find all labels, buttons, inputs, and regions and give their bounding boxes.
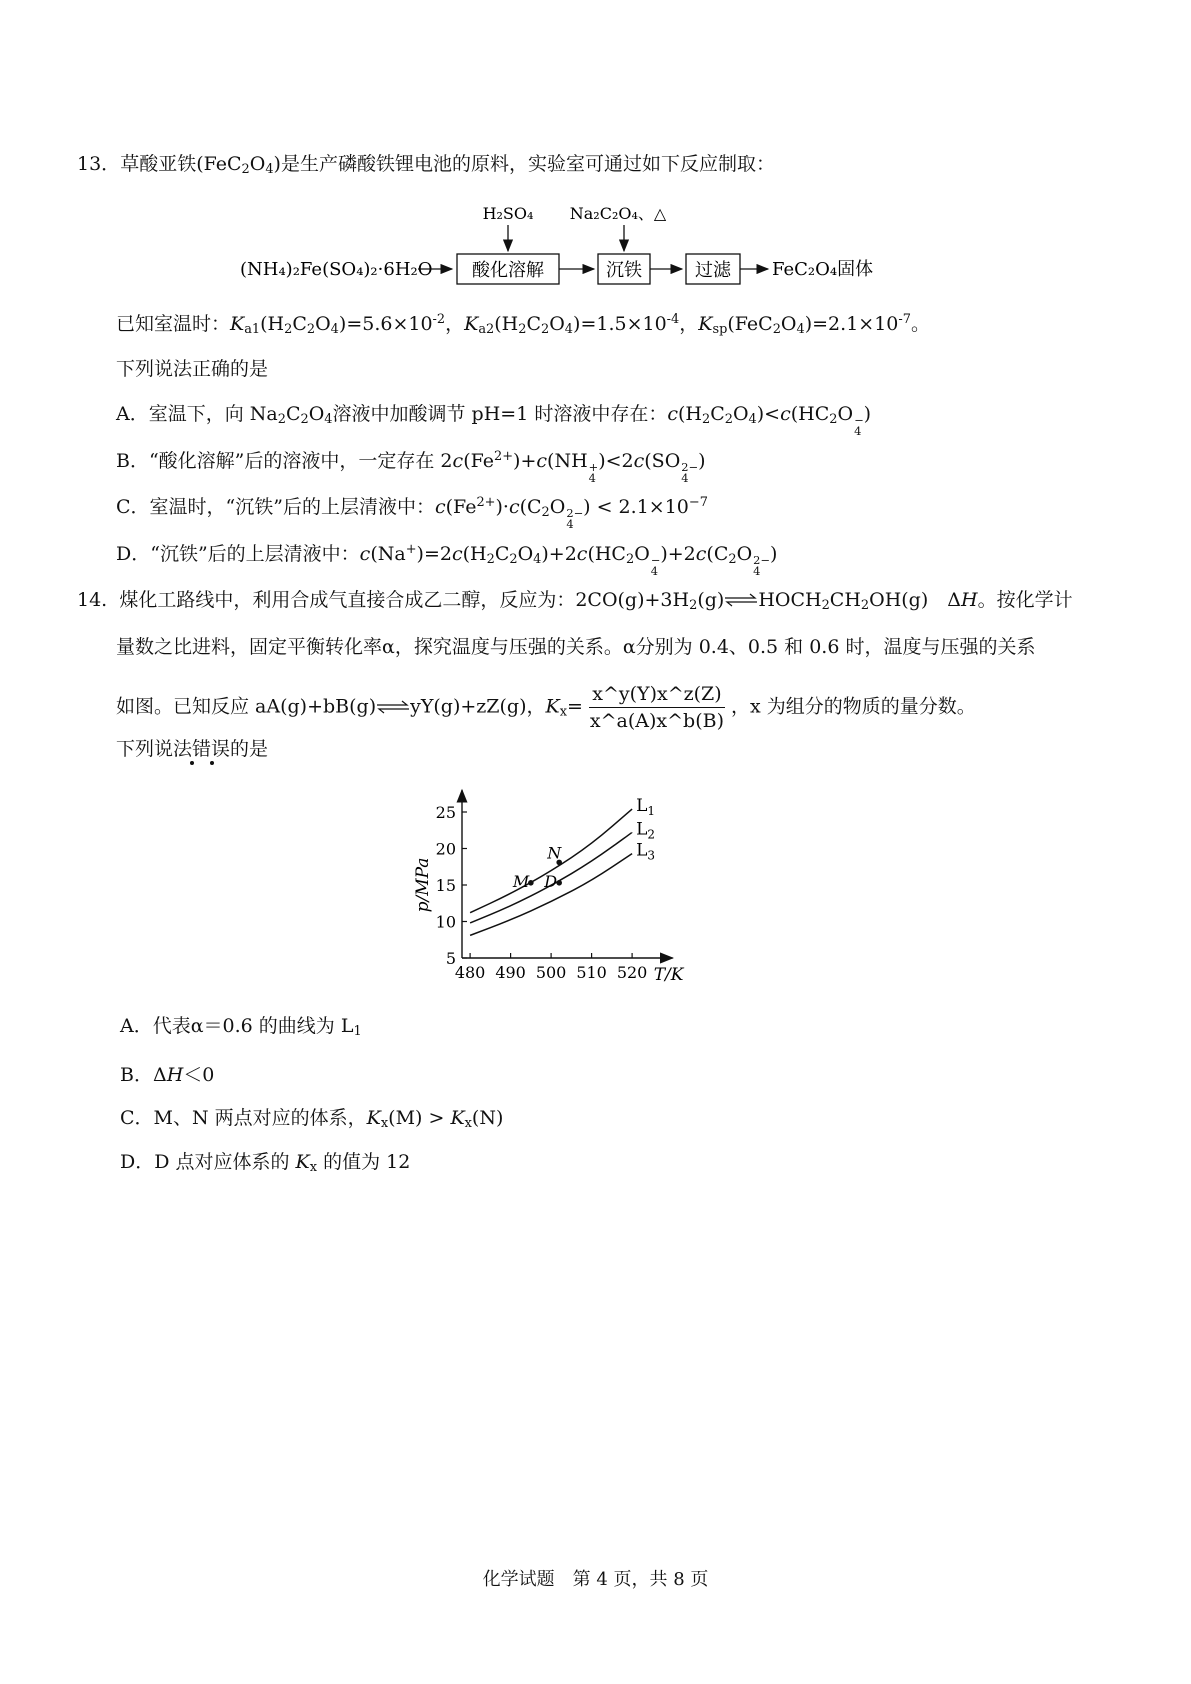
series-label-L1: $L_1$ bbox=[636, 796, 656, 819]
x-tick-label: 490 bbox=[495, 963, 526, 982]
q14-question: 下列说法错误的是 bbox=[116, 735, 268, 763]
y-tick-label: 15 bbox=[435, 876, 456, 895]
q13-option-a[interactable]: A．室温下，向 $Na_2C_2O_4$溶液中加酸调节 pH=1 时溶液中存在：$c(H_2C_2O_4)<c(HC_2O$ − 4 ) bbox=[116, 403, 872, 439]
flow-reagent-na2c2o4: Na₂C₂O₄、△ bbox=[569, 204, 667, 223]
y-tick-label: 20 bbox=[435, 839, 456, 859]
flow-reagent-h2so4: H₂SO₄ bbox=[482, 204, 534, 223]
q13-flow-diagram bbox=[230, 195, 890, 295]
q14-option-c[interactable]: C．M、N 两点对应的体系，$K_x(M) > K_x(N)$ bbox=[120, 1107, 504, 1132]
y-tick-label: 25 bbox=[435, 803, 456, 822]
kx-fraction: $\frac{x\^{}y(Y)x\^{}z(Z)}{x\^{}a(A)x\^{}b(B)}$ bbox=[589, 683, 725, 732]
page-footer: 化学试题 第 4 页，共 8 页 bbox=[482, 1569, 709, 1590]
q14-option-a[interactable]: A．代表α＝0.6 的曲线为 $L_1$ bbox=[120, 1015, 362, 1040]
pressure-temperature-chart bbox=[400, 780, 720, 995]
point-D bbox=[556, 880, 562, 886]
svg-text:酸化溶解: 酸化溶解 bbox=[472, 260, 544, 281]
x-tick-label: 500 bbox=[535, 963, 567, 982]
series-line-L3 bbox=[470, 854, 632, 936]
svg-text:过滤: 过滤 bbox=[695, 260, 731, 281]
y-tick-label: 5 bbox=[445, 949, 456, 968]
y-tick-label: 10 bbox=[435, 912, 456, 932]
q14-option-b[interactable]: B．ΔH＜0 bbox=[120, 1064, 215, 1086]
q14-option-d[interactable]: D．D 点对应体系的 $K_x$ 的值为 12 bbox=[120, 1151, 411, 1176]
q14-stem-line3: 如图。已知反应 aA(g)+bB(g) yY(g)+zZ(g)，$K_x=$ $\frac{x\^{}y(Y)x\^{}z(Z)}{x\^{}a(A)x\^{}b(B)}$ ，x 为组分的物质的量分数。 bbox=[116, 683, 976, 732]
q13-question: 下列说法正确的是 bbox=[116, 358, 269, 380]
point-label-M: M bbox=[512, 871, 530, 891]
point-label-D: D bbox=[544, 871, 558, 891]
q13-option-d[interactable]: D．“沉铁”后的上层清液中：$c(Na^+)=2c(H_2C_2O_4)+2c(HC_2O$ − 4 )$+2c(C_2O$ 2− 4 ) bbox=[116, 541, 778, 579]
q14-stem-line2: 量数之比进料，固定平衡转化率α，探究温度与压强的关系。α分别为 0.4、0.5 和 0.6 时，温度与压强的关系 bbox=[116, 636, 1036, 658]
q13-stem: 13．草酸亚铁$(FeC_2O_4)$是生产磷酸铁锂电池的原料，实验室可通过如下反应制取： bbox=[77, 153, 775, 178]
x-tick-label: 510 bbox=[576, 963, 607, 982]
point-label-N: N bbox=[547, 843, 562, 863]
q13-known: 已知室温时：$K_{a1}(H_2C_2O_4)=5.6\times 10^{-2}$，$K_{a2}(H_2C_2O_4)=1.5\times 10^{-4}$，$K_{sp}(FeC_2O_4)=2.1\times 10^{-7}$。 bbox=[116, 311, 930, 338]
q14-stem-line1: 14. 煤化工路线中，利用合成气直接合成乙二醇，反应为：$2CO(g)+3H_2(g)$ $HOCH_2CH_2OH(g)$ ΔH。按化学计 bbox=[77, 589, 1073, 614]
y-axis-label: p/MPa bbox=[413, 857, 433, 913]
flow-end: FeC₂O₄固体 bbox=[772, 259, 874, 280]
x-tick-label: 480 bbox=[454, 963, 486, 982]
svg-text:沉铁: 沉铁 bbox=[606, 260, 642, 281]
flow-start: (NH₄)₂Fe(SO₄)₂·6H₂O bbox=[240, 259, 433, 280]
equilibrium-arrow-icon bbox=[724, 587, 758, 615]
series-label-L3: $L_3$ bbox=[636, 840, 656, 863]
x-axis-label: T/K bbox=[653, 965, 684, 985]
q13-option-c[interactable]: C．室温时，“沉铁”后的上层清液中：$c(Fe^{2+})\cdot c(C_2O$ 2− 4 ) < $2.1\times 10^{-7}$ bbox=[116, 494, 708, 532]
equilibrium-arrow-icon bbox=[376, 694, 410, 722]
q13-option-b[interactable]: B．“酸化溶解”后的溶液中，一定存在 $2c(Fe^{2+})+c(NH$ + 4 )<2c(SO 2− 4 ) bbox=[116, 448, 706, 486]
series-label-L2: $L_2$ bbox=[636, 819, 656, 842]
x-tick-label: 520 bbox=[616, 963, 648, 982]
emphasis-wrong: 错误 bbox=[192, 738, 231, 760]
